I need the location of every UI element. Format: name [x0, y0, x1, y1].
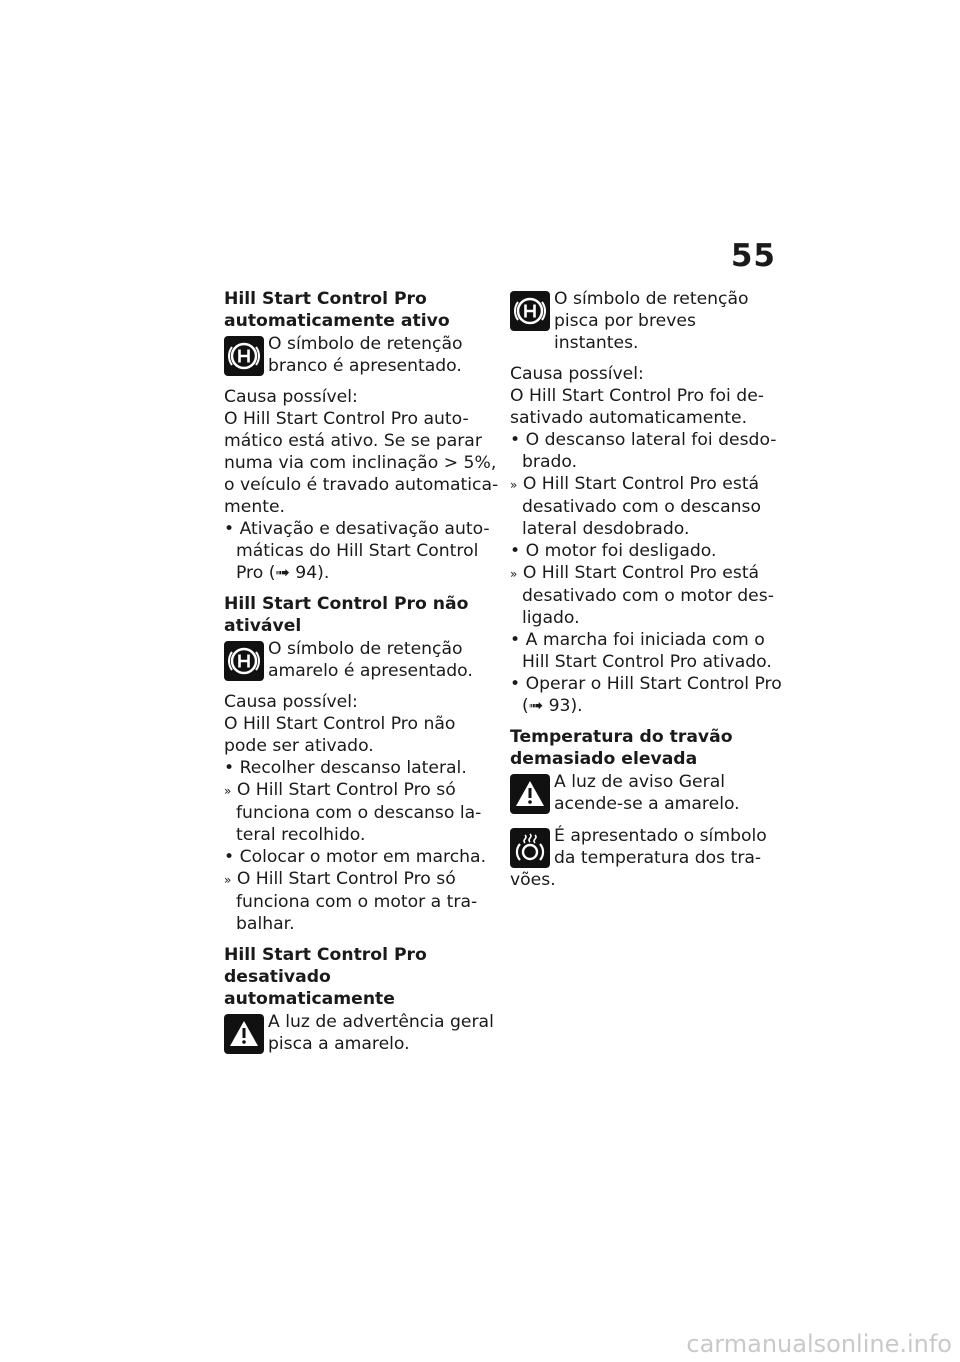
cause-label: Causa possível:: [224, 387, 358, 407]
general-warning-icon: [510, 774, 550, 814]
indicator-description: É apresentado o símbolo da temperatura dos tra-: [554, 826, 767, 868]
indicator-row: [224, 638, 499, 682]
section-heading: Hill Start Control Pro: [224, 289, 427, 309]
general-warning-icon: [224, 1014, 264, 1054]
body-line: sativado automaticamente.: [510, 408, 748, 428]
body-line: O Hill Start Control Pro não: [224, 714, 456, 734]
list-item: • Operar o Hill Start Control Pro: [510, 674, 782, 694]
action-list: [224, 757, 499, 935]
body-line: vões.: [510, 870, 556, 890]
indicator-row: [510, 288, 785, 354]
hill-hold-icon: [510, 291, 550, 331]
bullet-line: máticas do Hill Start Control: [236, 541, 479, 561]
section-heading: demasiado elevada: [510, 749, 698, 769]
watermark: carmanualsonline.info: [686, 1330, 952, 1358]
indicator-description: A luz de aviso Geral acende-se a amarelo.: [554, 772, 740, 814]
list-item: funciona com o descanso la-: [236, 803, 482, 823]
indicator-description: O símbolo de retenção amarelo é apresentado.: [268, 639, 473, 681]
list-item: » O Hill Start Control Pro só: [224, 780, 456, 800]
hill-hold-icon: [224, 336, 264, 376]
body-line: O Hill Start Control Pro auto-: [224, 409, 469, 429]
list-item: • A marcha foi iniciada com o: [510, 630, 765, 650]
cause-list: [510, 429, 785, 717]
bullet-line: • Ativação e desativação auto-: [224, 519, 490, 539]
section-heading: automaticamente ativo: [224, 311, 450, 331]
list-item: funciona com o motor a tra-: [236, 892, 478, 912]
indicator-description: A luz de advertência geral pisca a amarelo.: [268, 1012, 494, 1054]
list-item: brado.: [522, 452, 578, 472]
list-item: balhar.: [236, 914, 295, 934]
cause-label: Causa possível:: [510, 364, 644, 384]
body-line: mático está ativo. Se se parar: [224, 431, 482, 451]
body-line: mente.: [224, 497, 285, 517]
list-item: ligado.: [522, 608, 580, 628]
indicator-row: [510, 771, 785, 815]
list-item: desativado com o descanso: [522, 497, 762, 517]
list-item: Hill Start Control Pro ativado.: [522, 652, 772, 672]
body-line: numa via com inclinação > 5%,: [224, 453, 497, 473]
body-line: o veículo é travado automatica-: [224, 475, 499, 495]
indicator-description: O símbolo de retenção pisca por breves instantes.: [554, 289, 749, 353]
page-number: 55: [730, 238, 776, 274]
indicator-row: [510, 825, 785, 869]
hill-hold-icon: [224, 641, 264, 681]
body-line: O Hill Start Control Pro foi de-: [510, 386, 764, 406]
brake-temperature-icon: [510, 828, 550, 868]
indicator-row: [224, 333, 499, 377]
indicator-description: O símbolo de retenção branco é apresentado.: [268, 334, 463, 376]
list-item: » O Hill Start Control Pro está: [510, 563, 760, 583]
left-column: [224, 288, 499, 1055]
list-item: • O motor foi desligado.: [510, 541, 717, 561]
section-heading: Hill Start Control Pro: [224, 945, 427, 965]
section-heading: Hill Start Control Pro não: [224, 594, 469, 614]
list-item: • O descanso lateral foi desdo-: [510, 430, 777, 450]
list-item: lateral desdobrado.: [522, 519, 690, 539]
indicator-row: [224, 1011, 499, 1055]
list-item: desativado com o motor des-: [522, 586, 774, 606]
bullet-line: Pro (➟ 94).: [236, 563, 330, 583]
list-item: » O Hill Start Control Pro está: [510, 474, 760, 494]
right-column: [510, 288, 785, 891]
section-heading: desativado automaticamente: [224, 967, 395, 1009]
section-heading: Temperatura do travão: [510, 727, 733, 747]
list-item: • Recolher descanso lateral.: [224, 758, 467, 778]
list-item: teral recolhido.: [236, 825, 366, 845]
body-line: pode ser ativado.: [224, 736, 374, 756]
list-item: » O Hill Start Control Pro só: [224, 869, 456, 889]
cause-label: Causa possível:: [224, 692, 358, 712]
list-item: (➟ 93).: [522, 696, 583, 716]
list-item: • Colocar o motor em marcha.: [224, 847, 487, 867]
section-heading: ativável: [224, 616, 302, 636]
